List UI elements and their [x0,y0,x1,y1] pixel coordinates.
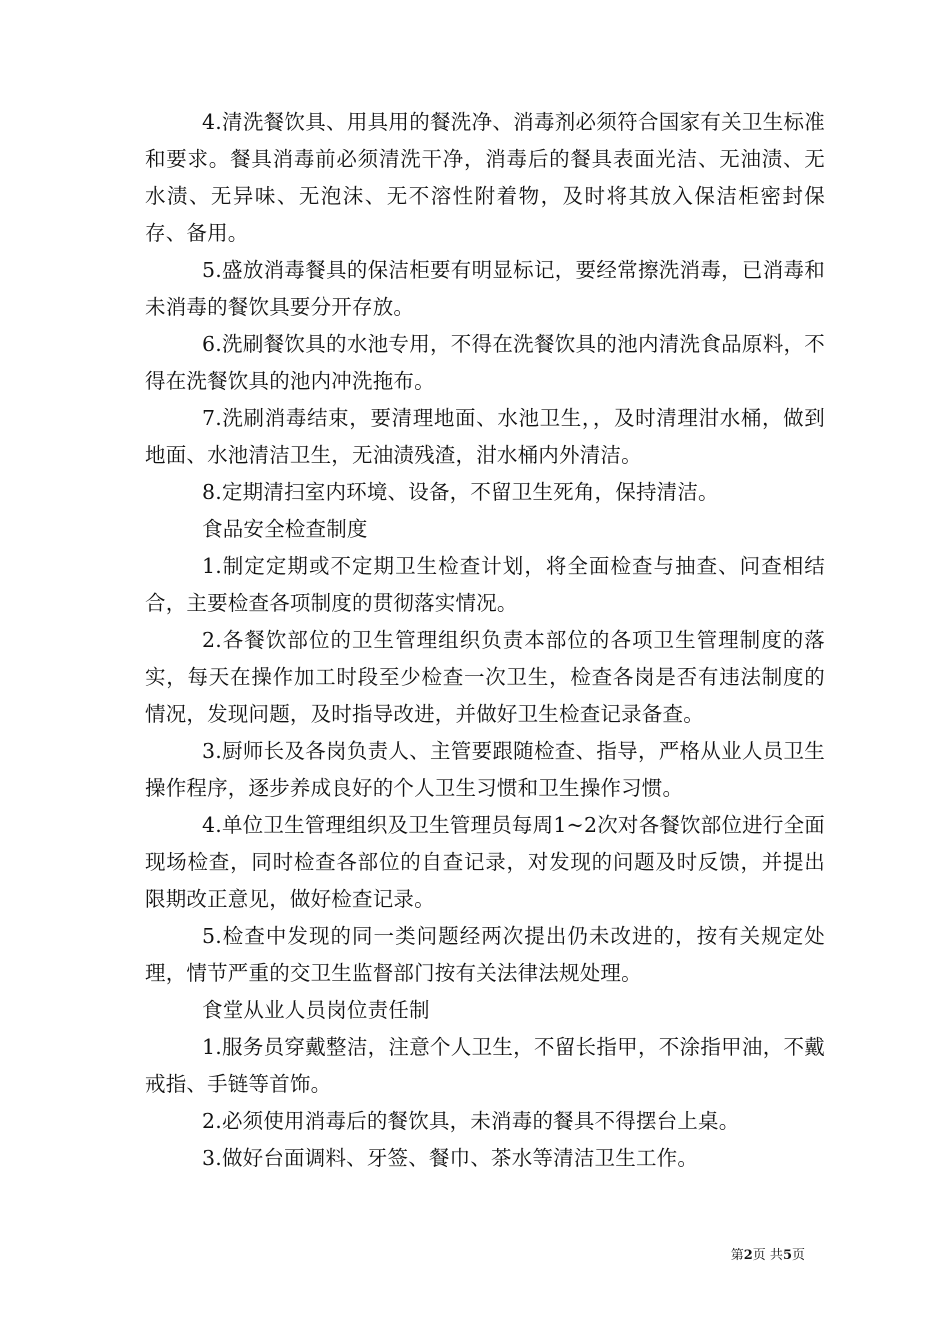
paragraph-item-6-sink: 6.洗刷餐饮具的水池专用，不得在洗餐饮具的池内清洗食品原料，不得在洗餐饮具的池内冲洗拖布。 [145,332,825,393]
paragraph-duties-3: 3.做好台面调料、牙签、餐巾、茶水等清洁卫生工作。 [202,1146,699,1170]
paragraph-duties-1: 1.服务员穿戴整洁，注意个人卫生，不留长指甲，不涂指甲油，不戴戒指、手链等首饰。 [145,1035,825,1096]
page-number-indicator [731,1247,805,1265]
document-body [145,104,825,1177]
paragraph-inspection-2: 2.各餐饮部位的卫生管理组织负责本部位的各项卫生管理制度的落实，每天在操作加工时段至少检查一次卫生，检查各岗是否有违法制度的情况，发现问题，及时指导改进，并做好卫生检查记录备查。 [145,628,825,726]
section-heading-staff-duties: 食堂从业人员岗位责任制 [202,998,430,1022]
current-page-number: 2 [743,1248,753,1263]
total-page-number: 5 [782,1248,792,1263]
paragraph-item-4-cleaning: 4.清洗餐饮具、用具用的餐洗净、消毒剂必须符合国家有关卫生标准和要求。餐具消毒前必须清洗干净，消毒后的餐具表面光洁、无油渍、无水渍、无异味、无泡沫、无不溶性附着物，及时将其放入保洁柜密封保存、备用。 [145,110,825,245]
paragraph-inspection-4: 4.单位卫生管理组织及卫生管理员每周1~2次对各餐饮部位进行全面现场检查，同时检查各部位的自查记录，对发现的问题及时反馈，并提出限期改正意见，做好检查记录。 [145,813,825,911]
paragraph-inspection-1: 1.制定定期或不定期卫生检查计划，将全面检查与抽查、问查相结合，主要检查各项制度的贯彻落实情况。 [145,554,825,615]
paragraph-item-7-cleanup: 7.洗刷消毒结束，要清理地面、水池卫生，，及时清理泔水桶，做到地面、水池清洁卫生，无油渍残渣，泔水桶内外清洁。 [145,406,825,467]
paragraph-inspection-5: 5.检查中发现的同一类问题经两次提出仍未改进的，按有关规定处理，情节严重的交卫生监督部门按有关法律法规处理。 [145,924,825,985]
footer-prefix: 第 [730,1248,744,1263]
paragraph-duties-2: 2.必须使用消毒后的餐饮具，未消毒的餐具不得摆台上桌。 [202,1109,740,1133]
footer-middle: 页 共 [752,1248,783,1263]
paragraph-item-8-sweeping: 8.定期清扫室内环境、设备，不留卫生死角，保持清洁。 [202,480,719,504]
paragraph-item-5-storage: 5.盛放消毒餐具的保洁柜要有明显标记，要经常擦洗消毒，已消毒和未消毒的餐饮具要分开存放。 [145,258,825,319]
footer-suffix: 页 [791,1248,805,1263]
paragraph-inspection-3: 3.厨师长及各岗负责人、主管要跟随检查、指导，严格从业人员卫生操作程序，逐步养成良好的个人卫生习惯和卫生操作习惯。 [145,739,825,800]
section-heading-inspection: 食品安全检查制度 [202,517,368,541]
